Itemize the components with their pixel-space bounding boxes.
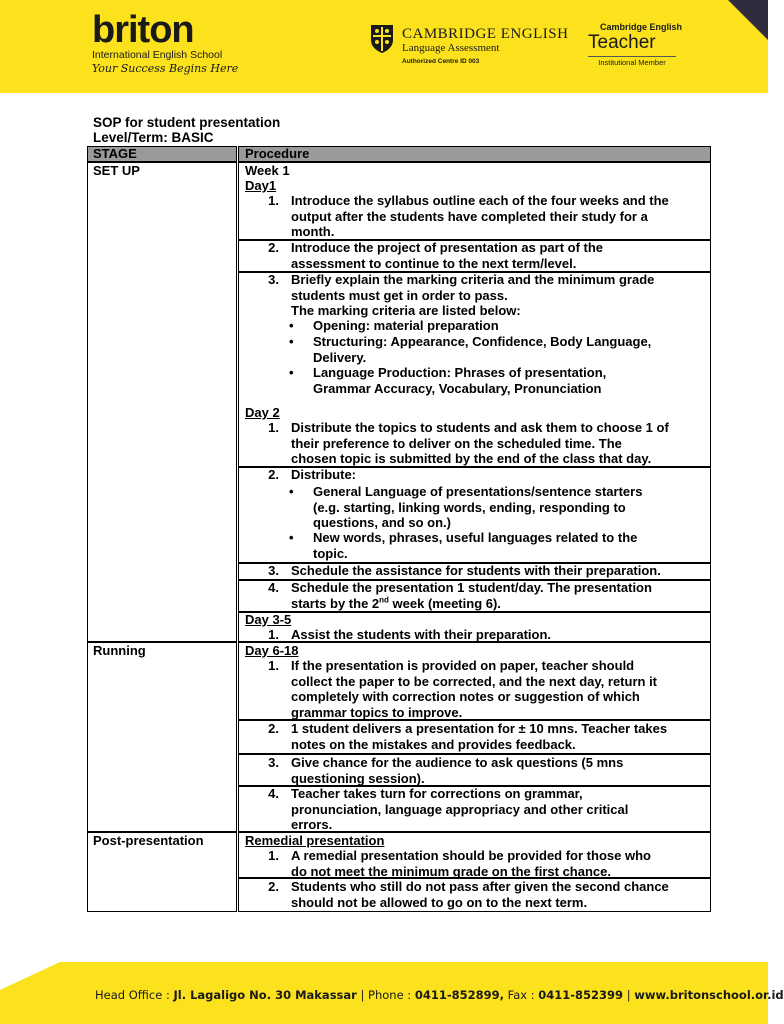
cambridge-title: CAMBRIDGE ENGLISH (402, 26, 569, 42)
item-number: 2. (268, 721, 279, 736)
list-item: A remedial presentation should be provided for those who do not meet the minimum grade on the first chance. (291, 848, 651, 879)
cambridge-shield-icon (370, 24, 394, 54)
week-label: Week 1 (245, 163, 290, 178)
list-item: If the presentation is provided on paper, teacher should collect the paper to be corrected, and the next day, return it completely with correction notes or suggestion of which grammar topics to improve. (291, 658, 658, 720)
item-number: 3. (268, 755, 279, 770)
teacher-logo-member: Institutional Member (588, 56, 676, 67)
bullet-icon: • (289, 365, 294, 380)
item-number: 3. (268, 563, 279, 578)
criteria-item: Opening: material preparation (313, 318, 499, 333)
footer-contact: Head Office : Jl. Lagaligo No. 30 Makassar | Phone : 0411-852899, Fax : 0411-852399 | www.britonschool.or.id (95, 988, 784, 1002)
list-item: Teacher takes turn for corrections on grammar, pronunciation, language appropriacy and other critical errors. (291, 786, 629, 832)
bullet-icon: • (289, 318, 294, 333)
cambridge-centre-id: Authorized Centre ID 003 (402, 58, 480, 65)
footer-corner-decoration (0, 962, 60, 990)
day-label: Day 2 (245, 405, 280, 420)
footer-website-link[interactable]: www.britonschool.or.id (634, 988, 784, 1002)
item-number: 1. (268, 658, 279, 673)
brand-name: briton (92, 9, 194, 51)
criteria-item: Structuring: Appearance, Confidence, Body Language, Delivery. (313, 334, 652, 365)
list-item: Distribute: (291, 467, 356, 482)
list-item: Introduce the project of presentation as part of the assessment to continue to the next term/level. (291, 240, 604, 271)
criteria-item: Language Production: Phrases of presentation, Grammar Accuracy, Vocabulary, Pronunciation (313, 365, 607, 396)
list-item: Introduce the syllabus outline each of the four weeks and the output after the students have completed their study for a month. (291, 193, 669, 239)
item-number: 3. (268, 272, 279, 287)
bullet-icon: • (289, 530, 294, 545)
stage-label: Running (93, 643, 146, 658)
list-item: Give chance for the audience to ask questions (5 mns questioning session). (291, 755, 624, 786)
column-header-stage: STAGE (93, 146, 137, 161)
item-number: 2. (268, 240, 279, 255)
stage-cell-running (87, 642, 237, 832)
list-item: 1 student delivers a presentation for ± 10 mns. Teacher takes notes on the mistakes and provides feedback. (291, 721, 668, 752)
briton-logo (92, 10, 238, 75)
day-label: Day 6-18 (245, 643, 299, 658)
item-number: 1. (268, 848, 279, 863)
stage-cell-setup-continued (87, 564, 237, 642)
brand-tagline: Your Success Begins Here (92, 62, 239, 75)
item-number: 4. (268, 786, 279, 801)
list-item: Assist the students with their preparation. (291, 627, 552, 642)
day-label: Day1 (245, 178, 277, 193)
stage-label: Post-presentation (93, 833, 204, 848)
list-item: Schedule the presentation 1 student/day. The presentation starts by the 2nd week (meeting 6). (291, 580, 652, 611)
teacher-logo-top: Cambridge English (600, 22, 683, 32)
list-item: Distribute the topics to students and ask them to choose 1 of their preference to deliver on the scheduled time. The chosen topic is submitted by the end of the class that day. (291, 420, 669, 466)
header-corner-decoration (728, 0, 768, 40)
bullet-icon: • (289, 334, 294, 349)
day-label: Day 3-5 (245, 612, 292, 627)
list-item: Briefly explain the marking criteria and the minimum grade students must get in order to pass. The marking criteria are listed below: (291, 272, 655, 318)
stage-cell-setup (87, 162, 237, 564)
cambridge-teacher-logo (588, 22, 688, 67)
document-title: SOP for student presentation (93, 115, 281, 130)
distribute-item: General Language of presentations/sentence starters (e.g. starting, linking words, ending, responding to questions, and so on.) (313, 484, 643, 530)
list-item: Students who still do not pass after given the second chance should not be allowed to go on to the next term. (291, 879, 669, 910)
stage-label: SET UP (93, 163, 140, 178)
item-number: 1. (268, 193, 279, 208)
item-number: 4. (268, 580, 279, 595)
item-number: 1. (268, 627, 279, 642)
day-label: Remedial presentation (245, 833, 385, 848)
bullet-icon: • (289, 484, 294, 499)
item-number: 2. (268, 879, 279, 894)
distribute-item: New words, phrases, useful languages related to the topic. (313, 530, 638, 561)
list-item: Schedule the assistance for students with their preparation. (291, 563, 661, 578)
column-header-procedure: Procedure (245, 146, 310, 161)
item-number: 2. (268, 467, 279, 482)
teacher-logo-main: Teacher (588, 32, 656, 53)
item-number: 1. (268, 420, 279, 435)
brand-subtitle: International English School (92, 49, 223, 61)
document-level: Level/Term: BASIC (93, 130, 214, 145)
cambridge-subtitle: Language Assessment (402, 42, 500, 54)
